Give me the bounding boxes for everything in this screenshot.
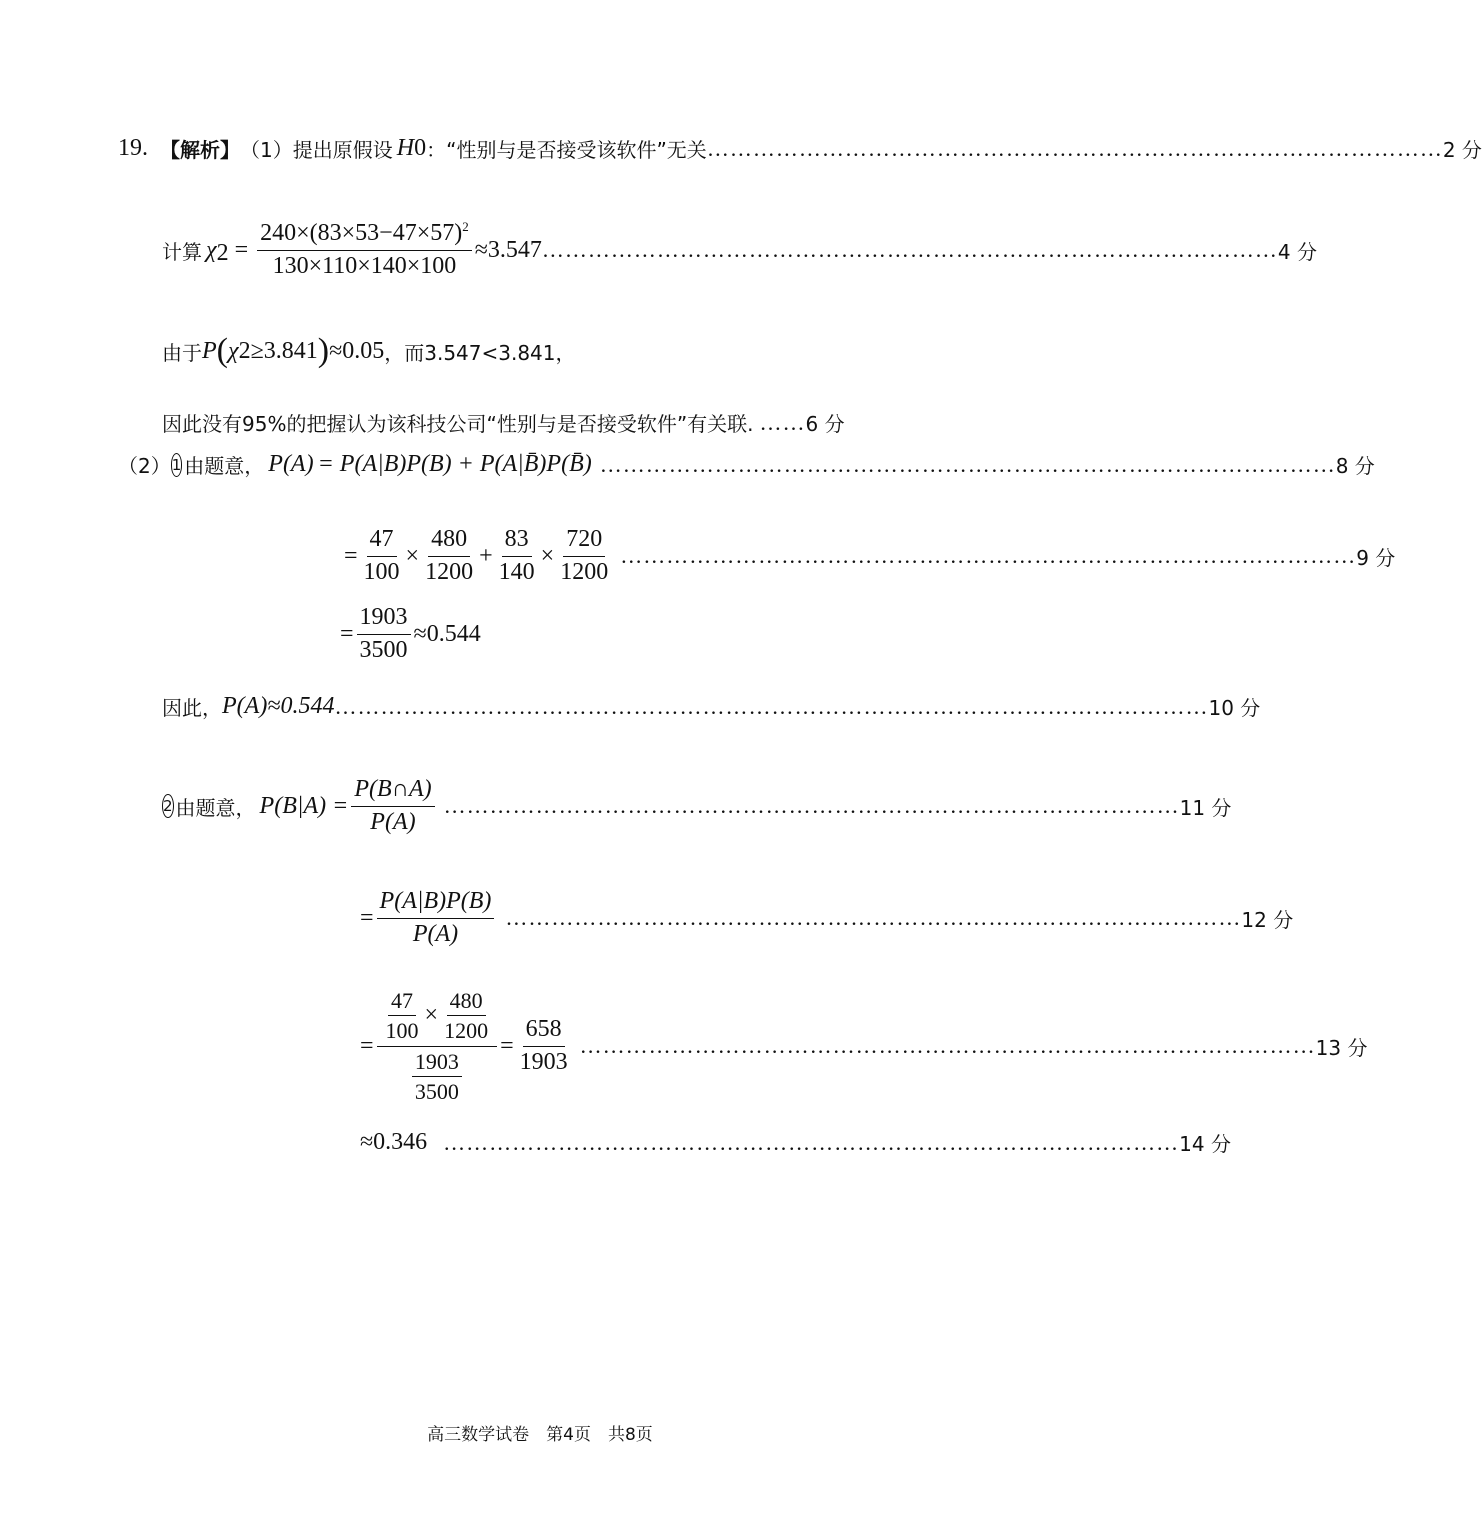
score-10: 10 分 xyxy=(1208,696,1261,720)
leader-dots: …………………………………………………………………………………… xyxy=(541,237,1278,263)
chi-numerator-sup: 2 xyxy=(462,219,469,234)
part2-label: （2） xyxy=(118,454,171,478)
circled-two: 2 xyxy=(162,794,174,818)
conclusion-line xyxy=(162,408,845,437)
compare-inner-rest: ≥3.841 xyxy=(250,337,318,364)
paren-open: ( xyxy=(216,332,228,369)
chi-label: 计算 xyxy=(162,239,202,264)
therefore-line xyxy=(162,692,1261,721)
compare-inner-symbol: χ xyxy=(228,337,239,364)
bayes-line xyxy=(360,888,1294,948)
conclusion-dots: …… xyxy=(759,409,806,435)
score-9: 9 分 xyxy=(1356,545,1396,570)
frac-1903-3500: $\frac{1903}{3500}$ xyxy=(412,1049,462,1105)
fraction-compute-line xyxy=(344,526,1396,586)
frac-658-1903: $\frac{658}{1903}$ xyxy=(519,1016,568,1075)
frac-480-1200: $\frac{480}{1200}$ xyxy=(425,526,474,585)
conclusion-text: 因此没有95%的把握认为该科技公司“性别与是否接受软件”有关联. xyxy=(162,412,754,436)
chi-eq: = xyxy=(234,236,249,263)
hypothesis-sub: 0 xyxy=(414,135,427,161)
compare-prob: P xyxy=(202,337,217,364)
equals-sign: = xyxy=(340,620,354,647)
total-prob-rhs: = P(A|B)P(B) + P(A|B̄)P(B̄) xyxy=(317,451,592,477)
hypothesis-statement: ：“性别与是否接受该软件”无关 xyxy=(426,138,707,162)
frac-47-100: $\frac{47}{100}$ xyxy=(363,526,400,585)
equals-sign: = xyxy=(360,1032,374,1059)
part2-intro2: 由题意， xyxy=(175,795,256,820)
total-prob-lhs: P(A) xyxy=(268,451,314,477)
compare-line xyxy=(162,334,576,368)
approx-result: ≈0.544 xyxy=(413,620,481,647)
therefore-expr: P(A)≈0.544 xyxy=(222,693,335,719)
frac-480-1200: $\frac{480}{1200}$ xyxy=(444,988,489,1044)
complex-fraction-line xyxy=(360,988,1368,1104)
problem-number: 19. xyxy=(118,135,148,161)
result-fraction-line xyxy=(340,604,481,664)
frac-83-140: $\frac{83}{140}$ xyxy=(498,526,535,585)
leader-dots: …………………………………………………………………………………… xyxy=(620,543,1357,569)
compare-inner-sup: 2 xyxy=(238,337,251,364)
final-result: ≈0.346 xyxy=(360,1129,428,1155)
chi-fraction xyxy=(257,220,472,280)
chi-square-line xyxy=(162,219,1317,280)
frac-1903-3500: $\frac{1903}{3500}$ xyxy=(357,604,411,664)
therefore-label: 因此， xyxy=(162,696,222,720)
leader-dots: …………………………………………………………………………………………………… xyxy=(334,693,1209,719)
score-12: 12 分 xyxy=(1241,907,1294,932)
leader-dots: …………………………………………………………………………………… xyxy=(599,451,1336,477)
score-8: 8 分 xyxy=(1335,454,1375,478)
paren-close: ) xyxy=(317,332,330,369)
chi-denominator: 130×110×140×100 xyxy=(272,252,457,279)
compare-value: ≈0.05 xyxy=(329,337,385,364)
conditional-line xyxy=(162,776,1232,836)
chi-result: ≈3.547 xyxy=(474,236,542,263)
equals-sign: = xyxy=(360,904,374,931)
leader-dots: …………………………………………………………………………………… xyxy=(706,135,1443,161)
bayes-fraction: $\frac{P(A|B)P(B)}{P(A)}$ xyxy=(377,888,495,948)
cond-fraction: $\frac{P(B\cap A)}{P(A)}$ xyxy=(351,776,434,836)
chi-numerator: 240×(83×53−47×57) xyxy=(260,220,463,246)
score-2: 2 分 xyxy=(1442,138,1482,162)
times-sign: × xyxy=(424,1002,439,1028)
times-sign: × xyxy=(405,542,420,569)
equals-sign: = xyxy=(344,542,358,569)
frac-720-1200: $\frac{720}{1200}$ xyxy=(560,526,609,585)
equals-sign: = xyxy=(500,1032,514,1059)
score-4: 4 分 xyxy=(1277,239,1317,264)
total-probability-line xyxy=(118,450,1375,479)
times-sign: × xyxy=(540,542,555,569)
leader-dots: …………………………………………………………………………………… xyxy=(443,793,1180,819)
cond-lhs: P(B|A) = xyxy=(259,792,349,819)
complex-fraction xyxy=(377,988,498,1104)
part1-label: （1） xyxy=(240,138,293,162)
score-6: 6 分 xyxy=(805,412,845,436)
leader-dots: …………………………………………………………………………………… xyxy=(579,1033,1316,1059)
part2-intro: 由题意， xyxy=(184,454,265,478)
leader-dots: …………………………………………………………………………………… xyxy=(505,905,1242,931)
analysis-tag: 【解析】 xyxy=(160,138,240,162)
hypothesis-text: 提出原假设 xyxy=(292,138,393,162)
score-13: 13 分 xyxy=(1315,1035,1368,1060)
circled-one: 1 xyxy=(171,453,183,477)
chi-symbol: χ xyxy=(206,236,217,263)
final-line xyxy=(360,1128,1231,1157)
chi-sup: 2 xyxy=(216,240,229,266)
score-11: 11 分 xyxy=(1179,795,1232,820)
hypothesis-symbol: H xyxy=(396,135,415,161)
frac-47-100: $\frac{47}{100}$ xyxy=(385,988,419,1044)
leader-dots: …………………………………………………………………………………… xyxy=(443,1129,1180,1155)
compare-rest: ，而3.547<3.841， xyxy=(384,340,576,365)
compare-prefix: 由于 xyxy=(162,340,202,365)
score-14: 14 分 xyxy=(1179,1132,1231,1156)
page-footer: 高三数学试卷 第4页 共8页 xyxy=(427,1425,653,1445)
plus-sign: + xyxy=(479,542,493,569)
part1-hypothesis-line xyxy=(118,134,1482,163)
